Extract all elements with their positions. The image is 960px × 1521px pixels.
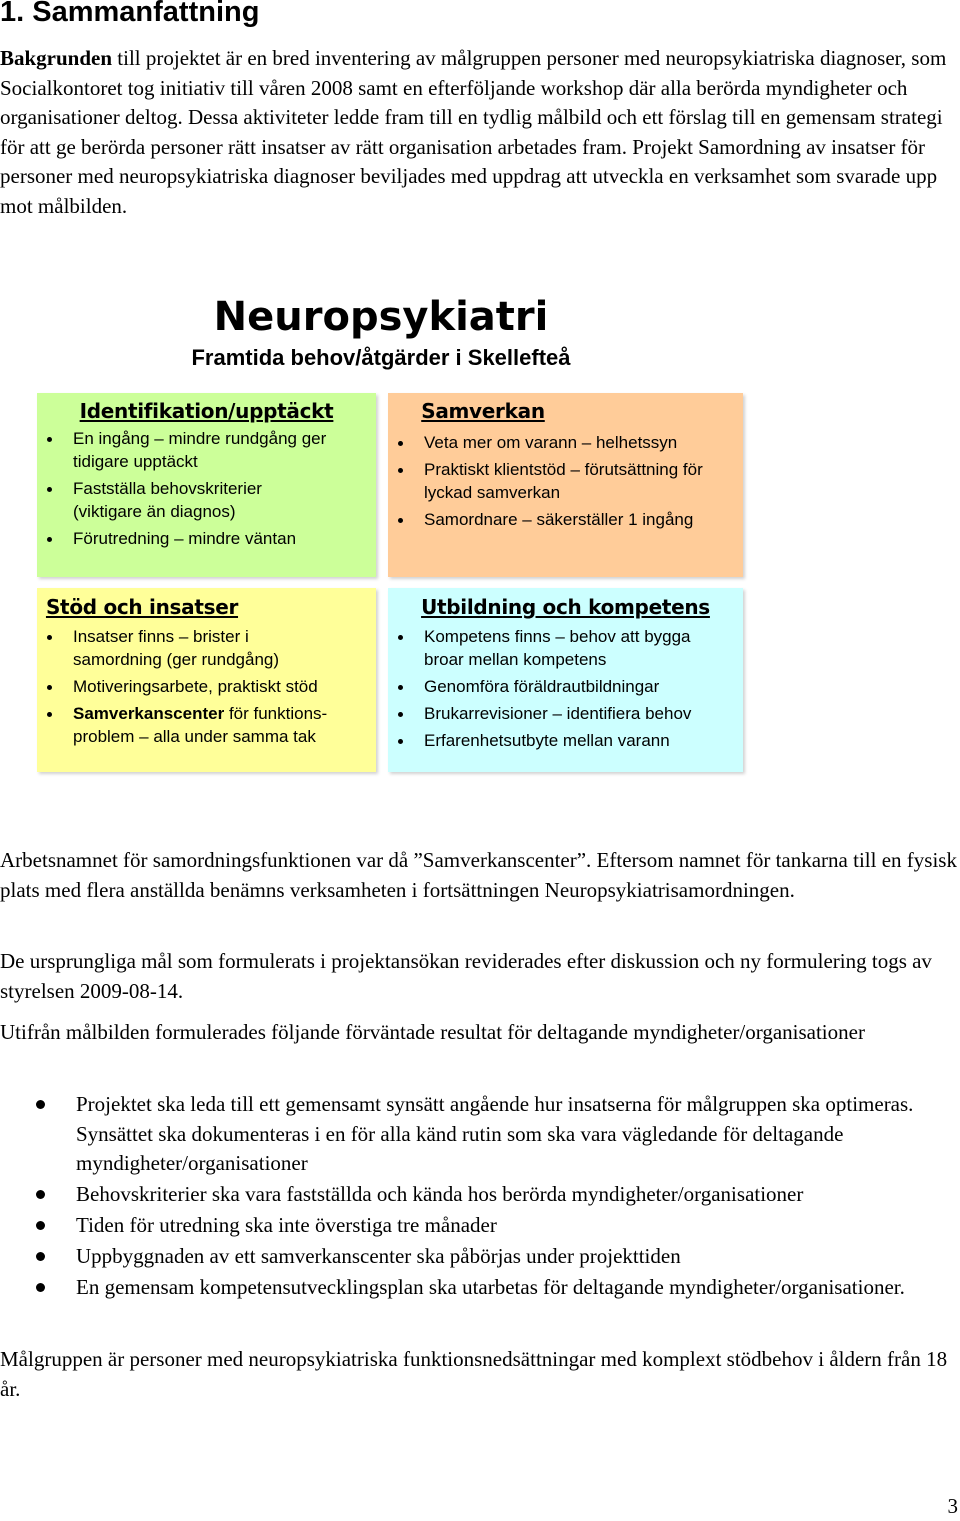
box-item-text: Samordnare – säkerställer 1 ingång <box>424 510 694 529</box>
box-heading: Identifikation/upptäckt <box>79 399 334 423</box>
box-item-text: Veta mer om varann – helhetssyn <box>424 433 678 452</box>
section-heading: 1. Sammanfattning <box>0 0 260 28</box>
box-list <box>37 427 376 554</box>
box-list-item <box>388 508 743 531</box>
bullet-icon <box>47 537 52 542</box>
goal-list <box>0 1090 960 1304</box>
box-list-item <box>37 477 376 523</box>
box-list-item <box>37 675 376 698</box>
bullet-icon <box>47 685 52 690</box>
bullet-icon <box>398 635 403 640</box>
box-list-item <box>388 458 743 504</box>
box-item-text: Förutredning – mindre väntan <box>73 529 297 548</box>
box-heading: Samverkan <box>421 399 545 423</box>
diagram-subtitle: Framtida behov/åtgärder i Skellefteå <box>191 345 571 370</box>
box-list-item <box>37 702 376 748</box>
closing-paragraph: Målgruppen är personer med neuropsykiatriska funktionsnedsättningar med komplext stödbehov i åldern från 18 år. <box>0 1347 948 1401</box>
diagram-title: Neuropsykiatri <box>213 294 549 340</box>
bullet-icon <box>36 1252 45 1261</box>
bullet-icon <box>47 712 52 717</box>
bullet-icon <box>36 1190 45 1199</box>
box-item-text: Insatser finns – brister i samordning (ger rundgång) <box>73 627 280 669</box>
box-item-bold: Samverkanscenter <box>73 704 225 723</box>
box-item-text: En ingång – mindre rundgång ger tidigare upptäckt <box>73 429 327 471</box>
body-paragraph: Utifrån målbilden formulerades följande förväntade resultat för deltagande myndigheter/organisationer <box>0 1020 865 1044</box>
bullet-icon <box>398 739 403 744</box>
box-item-text: Erfarenhetsutbyte mellan varann <box>424 731 670 750</box>
bullet-icon <box>398 712 403 717</box>
bullet-icon <box>36 1100 45 1109</box>
box-list <box>388 625 743 756</box>
intro-text: till projektet är en bred inventering av målgruppen personer med neuropsykiatriska diagnoser, som Socialkontoret tog initiativ till våren 2008 samt en efterföljande workshop där alla berörda myndigheter och organisationer deltog. Dessa aktiviteter ledde fram till en tydlig målbild och ett förslag till en gemensam strategi för att ge berörda personer rätt insatser av rätt organisation arbetades fram. Projekt Samordning av insatser för personer med neuropsykiatriska diagnoser beviljades med uppdrag att utveckla en verksamhet som svarade upp mot målbilden. <box>0 46 947 218</box>
bullet-icon <box>398 468 403 473</box>
bullet-icon <box>47 487 52 492</box>
bullet-icon <box>398 518 403 523</box>
box-heading: Stöd och insatser <box>45 595 239 619</box>
box-item-text: Motiveringsarbete, praktiskt stöd <box>73 677 318 696</box>
goal-text: Projektet ska leda till ett gemensamt synsätt angående hur insatserna för målgruppen ska optimeras. Synsättet ska dokumenteras i en för alla känd rutin som ska vara vägledande för deltagande myndigheter/organisationer <box>76 1092 914 1175</box>
box-list-item <box>388 729 743 752</box>
box-list-item <box>37 527 376 550</box>
box-list-item <box>388 431 743 454</box>
box-list-item <box>388 702 743 725</box>
body-paragraph: De ursprungliga mål som formulerats i projektansökan reviderades efter diskussion och ny formulering togs av styrelsen 2009-08-14. <box>0 949 932 1003</box>
box-item-text: Brukarrevisioner – identifiera behov <box>424 704 692 723</box>
box-item-rest: för funktions-problem – alla under samma tak <box>73 704 328 746</box>
box-item-text: Kompetens finns – behov att bygga broar mellan kompetens <box>424 627 691 669</box>
goal-item <box>0 1211 960 1241</box>
box-heading: Utbildning och kompetens <box>421 595 710 619</box>
goal-item <box>0 1273 960 1303</box>
box-samverkan <box>388 393 743 577</box>
goal-item <box>0 1090 960 1179</box>
box-list <box>37 625 376 752</box>
box-item-text: Fastställa behovskriterier (viktigare än diagnos) <box>73 479 262 521</box>
box-item-text: Genomföra föräldrautbildningar <box>424 677 660 696</box>
box-list-item <box>37 625 376 671</box>
bullet-icon <box>47 437 52 442</box>
box-item-text: Praktiskt klientstöd – förutsättning för lyckad samverkan <box>424 460 703 502</box>
goal-item <box>0 1242 960 1272</box>
box-item-text <box>73 702 368 748</box>
box-list <box>388 431 743 535</box>
goal-text: Tiden för utredning ska inte överstiga tre månader <box>76 1213 497 1237</box>
page-number: 3 <box>947 1494 958 1518</box>
box-identifikation <box>37 393 376 577</box>
bullet-icon <box>36 1283 45 1292</box>
goal-text: Uppbyggnaden av ett samverkanscenter ska påbörjas under projekttiden <box>76 1244 681 1268</box>
box-list-item <box>388 625 743 671</box>
intro-lead: Bakgrunden <box>0 46 113 70</box>
bullet-icon <box>36 1221 45 1230</box>
box-list-item <box>388 675 743 698</box>
box-list-item <box>37 427 376 473</box>
bullet-icon <box>47 635 52 640</box>
goal-text: Behovskriterier ska vara fastställda och kända hos berörda myndigheter/organisationer <box>76 1182 804 1206</box>
goal-text: En gemensam kompetensutvecklingsplan ska utarbetas för deltagande myndigheter/organisationer. <box>76 1275 905 1299</box>
box-stod-och-insatser <box>37 588 376 772</box>
bullet-icon <box>398 685 403 690</box>
goal-item <box>0 1180 960 1210</box>
box-utbildning-och-kompetens <box>388 588 743 772</box>
bullet-icon <box>398 441 403 446</box>
intro-paragraph <box>0 44 958 221</box>
body-paragraph: Arbetsnamnet för samordningsfunktionen var då ”Samverkanscenter”. Eftersom namnet för tankarna till en fysisk plats med flera anställda benämns verksamheten i fortsättningen Neuropsykiatrisamordningen. <box>0 848 957 902</box>
